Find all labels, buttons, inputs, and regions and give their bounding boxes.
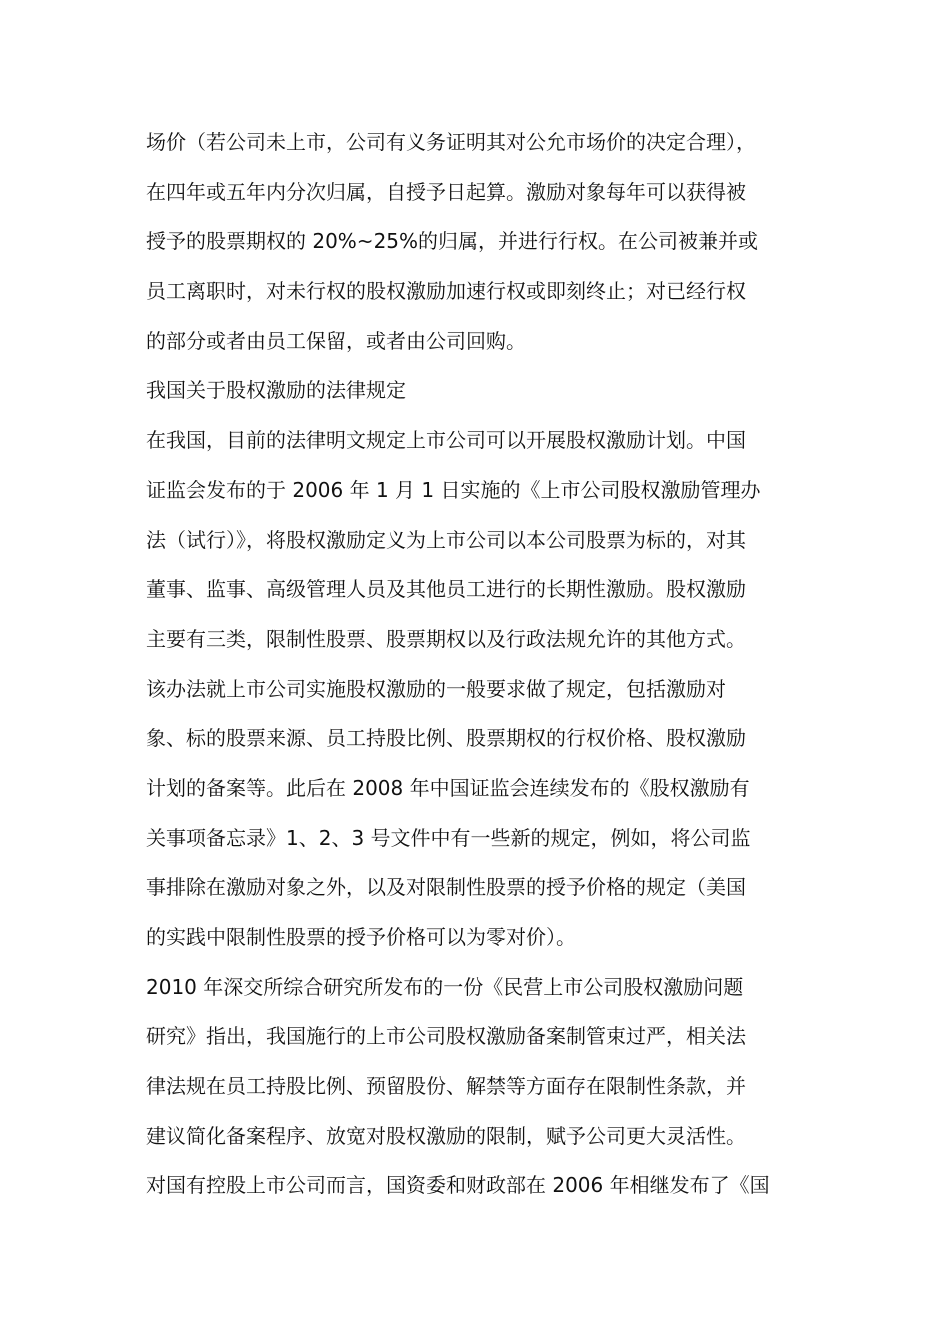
text-line: 主要有三类，限制性股票、股票期权以及行政法规允许的其他方式。 [146,626,746,651]
text-line: 董事、监事、高级管理人员及其他员工进行的长期性激励。股权激励 [146,577,746,602]
text-line: 事排除在激励对象之外，以及对限制性股票的授予价格的规定（美国 [146,875,746,900]
text-line: 2010 年深交所综合研究所发布的一份《民营上市公司股权激励问题 [146,974,744,999]
text-line: 在四年或五年内分次归属，自授予日起算。激励对象每年可以获得被 [146,179,746,204]
text-line: 该办法就上市公司实施股权激励的一般要求做了规定，包括激励对 [146,676,726,701]
text-line: 员工离职时，对未行权的股权激励加速行权或即刻终止；对已经行权 [146,279,746,304]
text-line: 律法规在员工持股比例、预留股份、解禁等方面存在限制性条款，并 [146,1074,746,1099]
text-line: 对国有控股上市公司而言，国资委和财政部在 2006 年相继发布了《国 [146,1173,770,1198]
text-line: 在我国，目前的法律明文规定上市公司可以开展股权激励计划。中国 [146,428,746,453]
text-line: 的实践中限制性股票的授予价格可以为零对价）。 [146,925,576,949]
text-line: 计划的备案等。此后在 2008 年中国证监会连续发布的《股权激励有 [146,775,750,800]
text-line: 法（试行）》，将股权激励定义为上市公司以本公司股票为标的，对其 [146,527,746,552]
body-text [146,118,810,1211]
text-line: 象、标的股票来源、员工持股比例、股票期权的行权价格、股权激励 [146,726,746,751]
text-line: 场价（若公司未上市，公司有义务证明其对公允市场价的决定合理）， [146,130,756,154]
text-line: 建议简化备案程序、放宽对股权激励的限制，赋予公司更大灵活性。 [146,1123,746,1148]
text-line: 的部分或者由员工保留，或者由公司回购。 [146,328,526,353]
text-line: 授予的股票期权的 20%~25%的归属，并进行行权。在公司被兼并或 [146,229,759,254]
section-heading: 我国关于股权激励的法律规定 [146,378,406,403]
text-line: 研究》指出，我国施行的上市公司股权激励备案制管束过严，相关法 [146,1024,746,1049]
text-line: 证监会发布的于 2006 年 1 月 1 日实施的《上市公司股权激励管理办 [146,477,761,502]
text-line: 关事项备忘录》1、2、3 号文件中有一些新的规定，例如，将公司监 [146,825,751,850]
